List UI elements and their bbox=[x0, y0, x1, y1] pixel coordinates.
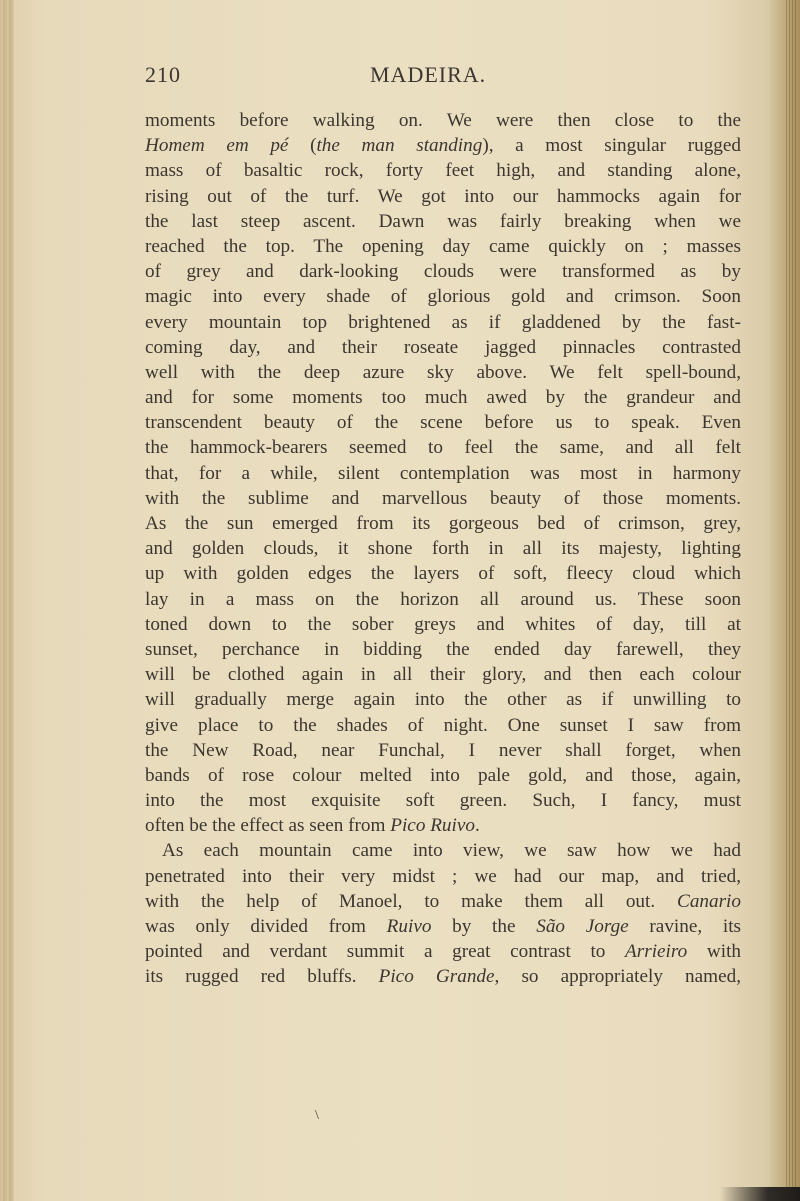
text-segment: its rugged red bluffs. bbox=[145, 966, 379, 988]
text-segment: often be the effect as seen from bbox=[145, 815, 391, 837]
running-head bbox=[145, 62, 740, 92]
italic-phrase: Pico Grande bbox=[378, 966, 495, 988]
text-line bbox=[145, 713, 741, 738]
text-line bbox=[145, 461, 741, 486]
text-segment: will gradually merge again into the other as if unwilling to bbox=[145, 689, 741, 711]
text-segment: reached the top. The opening day came quickly on ; masses bbox=[145, 235, 741, 257]
text-line bbox=[145, 813, 741, 838]
text-line bbox=[145, 284, 741, 309]
text-line bbox=[145, 209, 741, 234]
italic-phrase: Pico Ruivo bbox=[390, 815, 475, 837]
text-line bbox=[145, 536, 741, 561]
text-line bbox=[145, 687, 741, 712]
text-line bbox=[145, 738, 741, 763]
text-line bbox=[145, 410, 741, 435]
stray-mark: \ bbox=[315, 1108, 319, 1123]
text-segment: As each mountain came into view, we saw how we had bbox=[162, 840, 741, 862]
text-segment: rising out of the turf. We got into our hammocks again for bbox=[145, 185, 741, 207]
text-line bbox=[145, 158, 741, 183]
text-segment: penetrated into their very midst ; we had our map, and tried, bbox=[145, 865, 741, 887]
running-title: MADEIRA. bbox=[370, 62, 487, 87]
text-segment: with the help of Manoel, to make them all out. bbox=[145, 890, 678, 912]
italic-phrase: the man standing bbox=[316, 135, 483, 157]
text-segment: every mountain top brightened as if gladdened by the fast- bbox=[145, 311, 741, 333]
text-segment: moments before walking on. We were then close to the bbox=[145, 110, 741, 131]
text-segment: with the sublime and marvellous beauty of those moments. bbox=[145, 487, 741, 509]
text-line bbox=[145, 662, 741, 687]
text-segment: coming day, and their roseate jagged pinnacles contrasted bbox=[145, 336, 741, 358]
text-line bbox=[145, 763, 741, 788]
italic-phrase: Homem em pé bbox=[145, 135, 289, 157]
body-text bbox=[145, 108, 741, 990]
text-line bbox=[145, 310, 741, 335]
text-segment: As the sun emerged from its gorgeous bed of crimson, grey, bbox=[145, 513, 741, 534]
text-segment: and golden clouds, it shone forth in all its majesty, lighting bbox=[145, 538, 741, 560]
text-segment: well with the deep azure sky above. We felt spell-bound, bbox=[145, 361, 741, 383]
text-line bbox=[145, 385, 741, 410]
text-line bbox=[145, 486, 741, 511]
page-number: 210 bbox=[145, 62, 181, 87]
text-segment: toned down to the sober greys and whites of day, till at bbox=[145, 613, 741, 635]
italic-phrase: São Jorge bbox=[536, 916, 629, 937]
text-segment: by the bbox=[431, 916, 537, 937]
text-segment: . bbox=[474, 815, 480, 837]
text-segment: bands of rose colour melted into pale gold, and those, again, bbox=[145, 764, 741, 786]
text-line bbox=[145, 612, 741, 637]
text-line bbox=[145, 788, 741, 813]
text-segment: the last steep ascent. Dawn was fairly breaking when we bbox=[145, 210, 741, 232]
text-segment: with bbox=[687, 941, 741, 963]
text-segment: will be clothed again in all their glory, and then each colour bbox=[145, 664, 741, 686]
page-left-edge bbox=[0, 0, 14, 1201]
text-line bbox=[145, 133, 741, 158]
text-line bbox=[145, 184, 741, 209]
text-segment: was only divided from bbox=[145, 916, 387, 937]
text-segment: mass of basaltic rock, forty feet high, and standing alone, bbox=[145, 160, 741, 182]
text-line bbox=[145, 914, 741, 939]
page-corner-shadow bbox=[720, 1187, 800, 1201]
text-line bbox=[145, 360, 741, 385]
text-line bbox=[145, 561, 741, 586]
text-segment: of grey and dark-looking clouds were transformed as by bbox=[145, 261, 741, 283]
text-line bbox=[145, 587, 741, 612]
text-line bbox=[145, 108, 741, 133]
text-line bbox=[145, 259, 741, 284]
text-segment: the hammock-bearers seemed to feel the same, and all felt bbox=[145, 437, 741, 459]
text-segment: transcendent beauty of the scene before us to speak. Even bbox=[145, 412, 741, 434]
text-segment: ), a most singular rugged bbox=[482, 135, 741, 157]
text-segment: sunset, perchance in bidding the ended day farewell, they bbox=[145, 638, 741, 660]
text-line bbox=[145, 838, 741, 863]
text-segment: ravine, its bbox=[628, 916, 741, 937]
text-line bbox=[145, 234, 741, 259]
text-segment: up with golden edges the layers of soft, fleecy cloud which bbox=[145, 563, 741, 585]
text-segment: into the most exquisite soft green. Such, I fancy, must bbox=[145, 790, 741, 812]
text-line bbox=[145, 511, 741, 536]
italic-phrase: Ruivo bbox=[386, 916, 432, 937]
italic-phrase: Arrieiro bbox=[625, 941, 688, 963]
text-line bbox=[145, 335, 741, 360]
text-segment: , so appropriately named, bbox=[494, 966, 741, 988]
text-segment: magic into every shade of glorious gold and crimson. Soon bbox=[145, 286, 741, 308]
text-segment: ( bbox=[288, 135, 317, 157]
page-edge-lines bbox=[786, 0, 796, 1201]
text-line bbox=[145, 964, 741, 989]
text-line bbox=[145, 864, 741, 889]
italic-phrase: Canario bbox=[677, 890, 741, 912]
text-segment: the New Road, near Funchal, I never shall forget, when bbox=[145, 739, 741, 761]
text-line bbox=[145, 939, 741, 964]
text-segment: that, for a while, silent contemplation was most in harmony bbox=[145, 462, 741, 484]
text-segment: give place to the shades of night. One sunset I saw from bbox=[145, 714, 741, 736]
text-segment: and for some moments too much awed by the grandeur and bbox=[145, 387, 741, 409]
text-segment: pointed and verdant summit a great contrast to bbox=[145, 941, 626, 963]
text-line bbox=[145, 889, 741, 914]
text-line bbox=[145, 637, 741, 662]
text-segment: lay in a mass on the horizon all around us. These soon bbox=[145, 588, 741, 610]
text-line bbox=[145, 435, 741, 460]
